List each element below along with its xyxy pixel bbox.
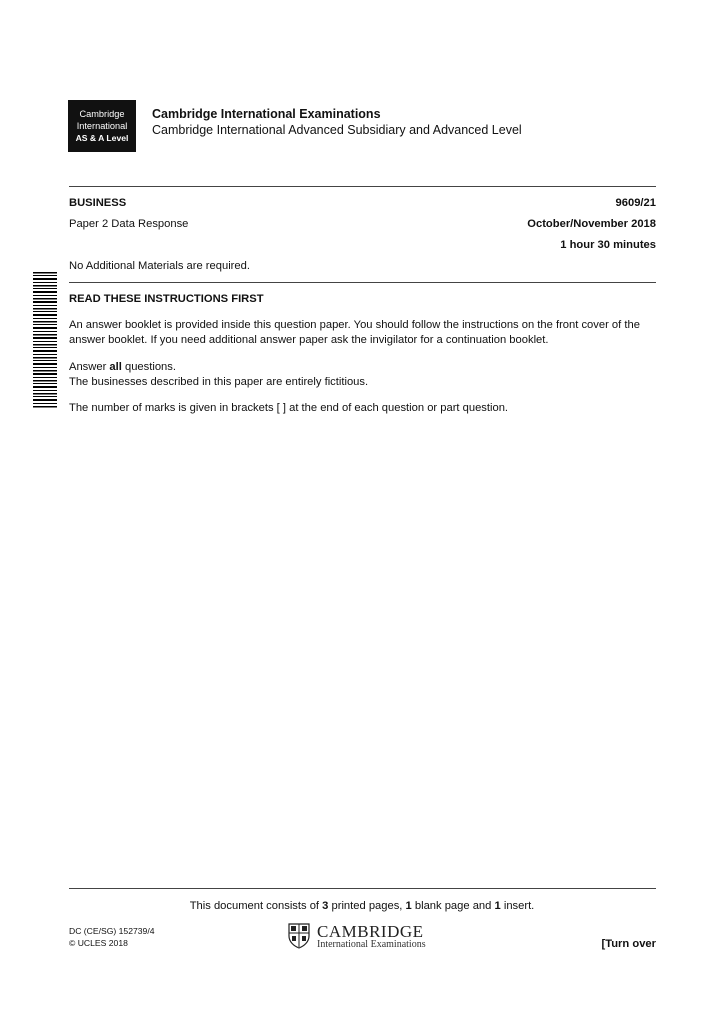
blank-pages-count: 1 xyxy=(405,900,412,912)
subject-name: BUSINESS xyxy=(69,197,127,209)
exam-board-title: Cambridge International Examinations xyxy=(152,107,381,121)
exam-duration: 1 hour 30 minutes xyxy=(560,239,656,251)
document-reference: DC (CE/SG) 152739/4 xyxy=(69,926,155,936)
insert-label: insert. xyxy=(500,900,535,912)
cambridge-as-a-level-logo xyxy=(68,100,136,152)
qualification-title: Cambridge International Advanced Subsidiary and Advanced Level xyxy=(152,123,522,137)
answer-all-emphasis: all xyxy=(109,361,122,373)
brand-word: CAMBRIDGE xyxy=(317,922,424,941)
instructions-divider xyxy=(69,282,656,283)
paper-title: Paper 2 Data Response xyxy=(69,218,189,230)
answer-booklet-instruction: An answer booklet is provided inside this question paper. You should follow the instructions on the front cover of the answer booklet. If you need additional answer paper ask the invigilator for a continuation booklet. xyxy=(69,319,640,346)
footer-divider xyxy=(69,888,656,889)
exam-session: October/November 2018 xyxy=(527,218,656,230)
logo-line-cambridge: Cambridge xyxy=(79,109,125,119)
printed-pages-count: 3 xyxy=(322,900,329,912)
answer-prefix: Answer xyxy=(69,361,110,373)
page-count-statement xyxy=(0,900,724,912)
answer-suffix: questions. xyxy=(121,361,176,373)
answer-all-instruction xyxy=(69,360,659,375)
cambridge-brand-logo xyxy=(287,923,437,951)
paper-code: 9609/21 xyxy=(615,197,656,209)
materials-note: No Additional Materials are required. xyxy=(69,260,250,272)
barcode xyxy=(27,270,57,410)
fictitious-note: The businesses described in this paper are entirely fictitious. xyxy=(69,376,369,388)
crest-icon xyxy=(287,923,311,949)
printed-label: printed pages, xyxy=(328,900,406,912)
marks-note: The number of marks is given in brackets [ ] at the end of each question or part question. xyxy=(69,402,509,414)
top-divider xyxy=(69,186,656,187)
blank-label: blank page and xyxy=(411,900,495,912)
instructions-heading: READ THESE INSTRUCTIONS FIRST xyxy=(69,293,264,305)
brand-subtitle: International Examinations xyxy=(317,939,426,950)
insert-count: 1 xyxy=(494,900,501,912)
logo-line-international: International xyxy=(76,121,128,131)
copyright: © UCLES 2018 xyxy=(69,938,128,948)
turn-over: [Turn over xyxy=(601,938,656,950)
logo-line-level: AS & A Level xyxy=(75,133,129,143)
consists-prefix: This document consists of xyxy=(189,900,323,912)
